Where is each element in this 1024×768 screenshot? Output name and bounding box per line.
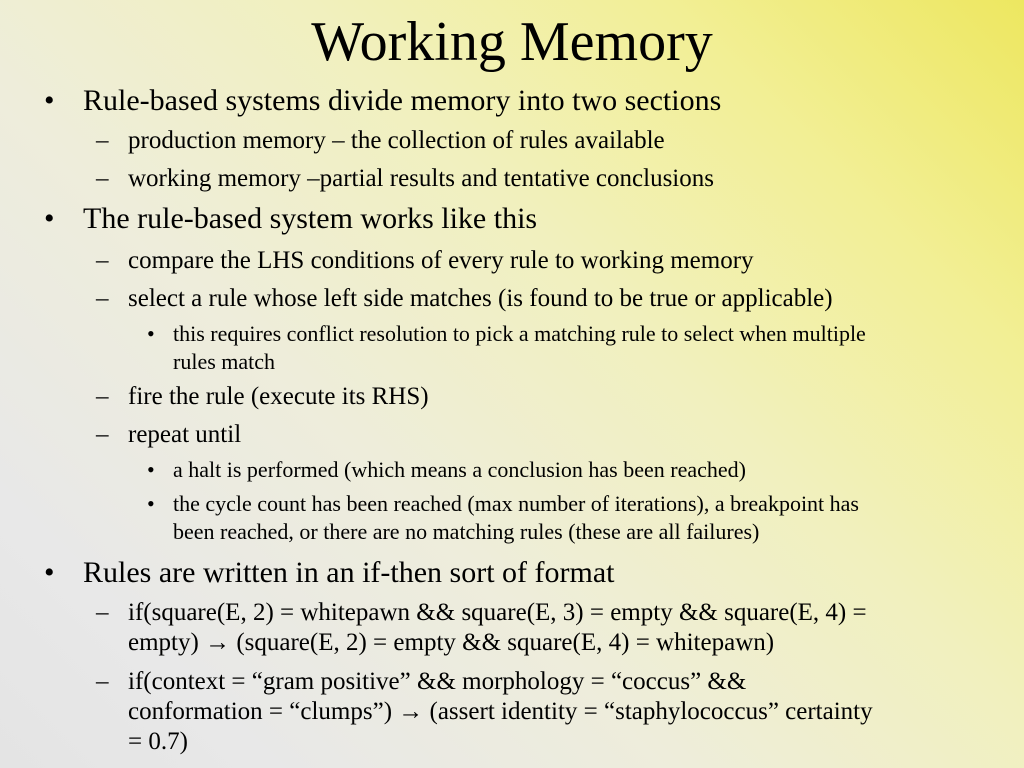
- sub-bullet-marker: –: [96, 165, 109, 192]
- sub-bullet-text: select a rule whose left side matches (is found to be true or applicable): [128, 285, 833, 312]
- bullet-marker: •: [44, 556, 55, 589]
- bullet-marker: •: [44, 84, 55, 117]
- sub-bullet-marker: –: [96, 383, 109, 410]
- sub-sub-bullet-text: a halt is performed (which means a conclusion has been reached): [173, 457, 746, 482]
- bullet-text: Rules are written in an if-then sort of format: [83, 556, 615, 589]
- sub-sub-bullet-marker: •: [147, 321, 155, 346]
- sub-sub-bullet-marker: •: [147, 491, 155, 516]
- sub-bullet-text: compare the LHS conditions of every rule to working memory: [128, 247, 754, 274]
- sub-bullet-marker: –: [96, 285, 109, 312]
- bullet-text: The rule-based system works like this: [83, 202, 538, 235]
- bullet-marker: •: [44, 202, 55, 235]
- sub-bullet-marker: –: [96, 599, 109, 626]
- sub-bullet-text: repeat until: [128, 421, 242, 448]
- sub-sub-bullet-text-cont: rules match: [173, 349, 276, 374]
- sub-bullet-text-cont: conformation = “clumps”) → (assert identity = “staphylococcus” certainty: [128, 698, 873, 725]
- sub-bullet-text: working memory –partial results and tentative conclusions: [128, 165, 714, 192]
- sub-bullet-text-cont: empty) → (square(E, 2) = empty && square(E, 4) = whitepawn): [128, 629, 775, 656]
- sub-bullet-marker: –: [96, 421, 109, 448]
- slide-title: Working Memory: [311, 11, 713, 73]
- bullet-text: Rule-based systems divide memory into two sections: [83, 84, 722, 117]
- sub-bullet-marker: –: [96, 127, 109, 154]
- sub-bullet-text: if(square(E, 2) = whitepawn && square(E, 3) = empty && square(E, 4) =: [128, 599, 867, 626]
- sub-bullet-text: if(context = “gram positive” && morphology = “coccus” &&: [128, 668, 747, 695]
- sub-bullet-text: fire the rule (execute its RHS): [128, 383, 429, 410]
- sub-bullet-marker: –: [96, 247, 109, 274]
- sub-sub-bullet-marker: •: [147, 457, 155, 482]
- sub-bullet-text-cont: = 0.7): [128, 728, 188, 755]
- sub-bullet-marker: –: [96, 668, 109, 695]
- sub-sub-bullet-text: the cycle count has been reached (max number of iterations), a breakpoint has: [173, 491, 859, 516]
- sub-sub-bullet-text-cont: been reached, or there are no matching rules (these are all failures): [173, 519, 760, 544]
- sub-sub-bullet-text: this requires conflict resolution to pick a matching rule to select when multiple: [173, 321, 866, 346]
- sub-bullet-text: production memory – the collection of rules available: [128, 127, 665, 154]
